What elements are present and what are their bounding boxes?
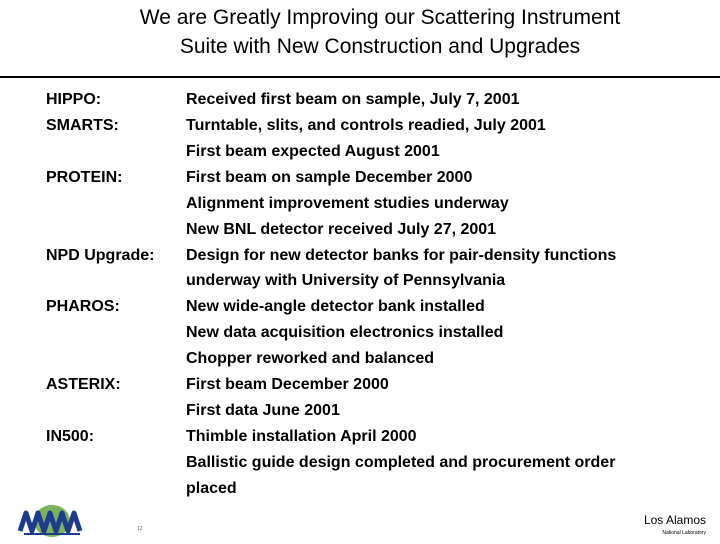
status-line: New data acquisition electronics installed <box>186 324 504 341</box>
status-line: Alignment improvement studies underway <box>186 195 509 212</box>
title-line-1: We are Greatly Improving our Scattering Instrument <box>139 6 621 29</box>
status-line: New BNL detector received July 27, 2001 <box>186 221 497 238</box>
label-in500: IN500: <box>46 428 95 445</box>
status-line: First data June 2001 <box>186 402 340 419</box>
status-line: underway with University of Pennsylvania <box>186 272 506 289</box>
slide-title <box>40 3 720 61</box>
label-asterix: ASTERIX: <box>46 376 121 393</box>
label-npd-upgrade: NPD Upgrade: <box>46 247 155 264</box>
label-pharos: PHAROS: <box>46 298 120 315</box>
label-protein: PROTEIN: <box>46 169 123 186</box>
status-line: Turntable, slits, and controls readied, July 2001 <box>186 117 546 134</box>
status-line: Thimble installation April 2000 <box>186 428 417 445</box>
status-line: Design for new detector banks for pair-density functions <box>186 247 617 264</box>
page-number: 12 <box>137 526 143 532</box>
nnsa-logo-icon <box>16 503 88 539</box>
status-line: Received first beam on sample, July 7, 2001 <box>186 91 520 108</box>
status-line: First beam December 2000 <box>186 376 389 393</box>
title-line-2: Suite with New Construction and Upgrades <box>179 35 581 58</box>
label-hippo: HIPPO: <box>46 91 102 108</box>
title-divider <box>0 76 720 78</box>
status-line: First beam expected August 2001 <box>186 143 440 160</box>
lab-name: Los Alamos <box>643 513 706 527</box>
status-line: Chopper reworked and balanced <box>186 350 435 367</box>
status-line: Ballistic guide design completed and procurement order <box>186 454 616 471</box>
status-line: First beam on sample December 2000 <box>186 169 473 186</box>
status-line: New wide-angle detector bank installed <box>186 298 485 315</box>
status-line: placed <box>186 480 237 497</box>
lab-subtitle: National Laboratory <box>662 530 706 536</box>
label-smarts: SMARTS: <box>46 117 119 134</box>
